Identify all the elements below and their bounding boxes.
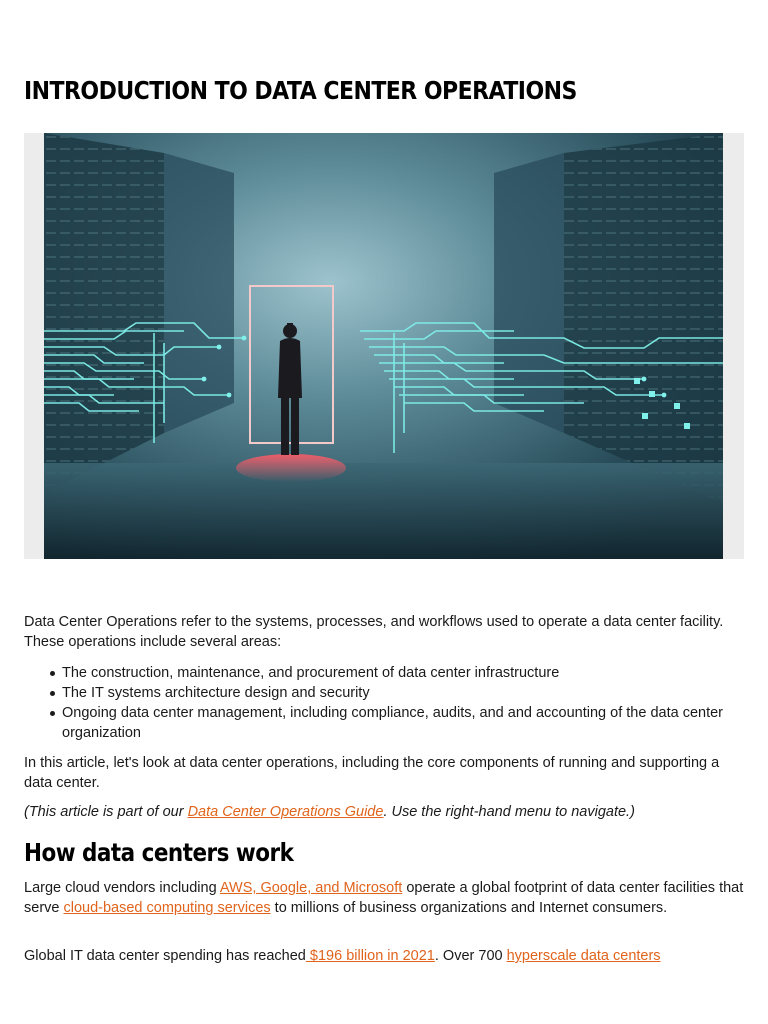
guide-note-text: . Use the right-hand menu to navigate.): [383, 804, 635, 820]
page-title: INTRODUCTION TO DATA CENTER OPERATIONS: [24, 76, 577, 105]
list-item: Ongoing data center management, including compliance, audits, and and accounting of the data center organization: [62, 703, 744, 743]
hyperscale-link[interactable]: hyperscale data centers: [506, 948, 661, 964]
section-heading: How data centers work: [24, 838, 294, 867]
paragraph-text: . Over 700: [434, 948, 507, 964]
list-item: The construction, maintenance, and procurement of data center infrastructure: [62, 663, 744, 683]
hero-image-frame: [24, 133, 744, 559]
guide-link[interactable]: Data Center Operations Guide: [187, 804, 384, 820]
paragraph-text: operate a global footprint of data center facilities that serve: [24, 880, 744, 916]
paragraph-text: Global IT data center spending has reached: [24, 948, 306, 964]
intro-paragraph: Data Center Operations refer to the systems, processes, and workflows used to operate a data center facility. These operations include several areas:: [24, 614, 724, 650]
paragraph-text: Large cloud vendors including: [24, 880, 220, 896]
overview-paragraph: In this article, let's look at data center operations, including the core components of running and supporting a data center.: [24, 755, 720, 791]
vendors-link[interactable]: AWS, Google, and Microsoft: [219, 880, 403, 896]
list-item: The IT systems architecture design and security: [62, 683, 744, 703]
cloud-vendors-paragraph: [24, 878, 744, 918]
areas-list: [24, 663, 744, 743]
guide-note-text: (This article is part of our: [24, 804, 188, 820]
spending-link[interactable]: $196 billion in 2021: [305, 948, 435, 964]
hero-image: [44, 133, 723, 559]
paragraph-text: to millions of business organizations and Internet consumers.: [270, 900, 668, 916]
spending-paragraph: [24, 946, 744, 966]
cloud-services-link[interactable]: cloud-based computing services: [63, 900, 271, 916]
guide-note: [24, 802, 744, 822]
